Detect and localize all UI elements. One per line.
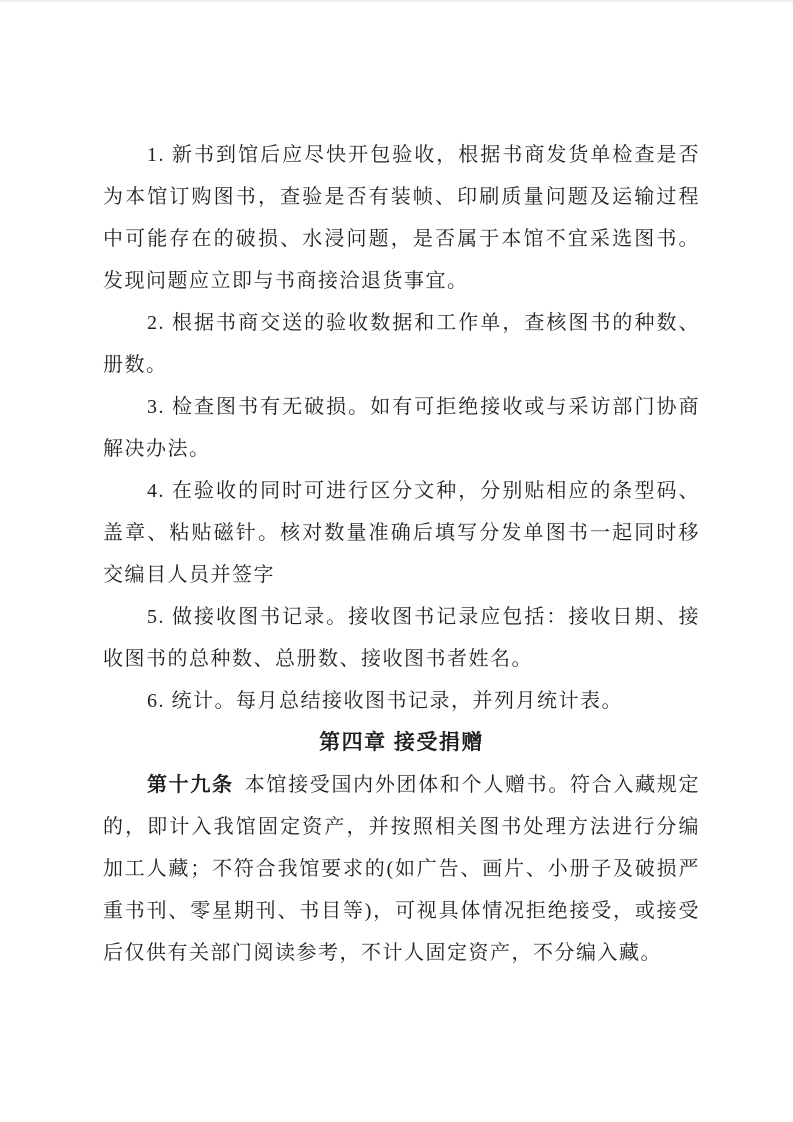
article-paragraph <box>103 764 700 974</box>
numbered-item-4: 4. 在验收的同时可进行区分文种，分别贴相应的条型码、盖章、粘贴磁针。核对数量准确后填写分发单图书一起同时移交编目人员并签字 <box>103 480 700 586</box>
numbered-item-5: 5. 做接收图书记录。接收图书记录应包括：接收日期、接收图书的总种数、总册数、接收图书者姓名。 <box>103 606 700 670</box>
document-content <box>103 134 700 974</box>
numbered-item-6: 6. 统计。每月总结接收图书记录，并列月统计表。 <box>147 690 623 712</box>
chapter-heading: 第四章 接受捐赠 <box>319 731 484 754</box>
numbered-item-2: 2. 根据书商交送的验收数据和工作单，查核图书的种数、册数。 <box>103 312 700 376</box>
article-number-label: 第十九条 <box>147 774 234 796</box>
numbered-item-3: 3. 检查图书有无破损。如有可拒绝接收或与采访部门协商解决办法。 <box>103 396 700 460</box>
numbered-item-1: 1. 新书到馆后应尽快开包验收，根据书商发货单检查是否为本馆订购图书，查验是否有装帧、印刷质量问题及运输过程中可能存在的破损、水浸问题，是否属于本馆不宜采选图书。发现问题应立即与书商接洽退货事宜。 <box>103 144 700 292</box>
article-text: 本馆接受国内外团体和个人赠书。符合入藏规定的，即计入我馆固定资产，并按照相关图书处理方法进行分编加工人藏；不符合我馆要求的(如广告、画片、小册子及破损严重书刊、零星期刊、书目等)，可视具体情况拒绝接受，或接受后仅供有关部门阅读参考，不计人固定资产，不分编入藏。 <box>103 774 700 964</box>
